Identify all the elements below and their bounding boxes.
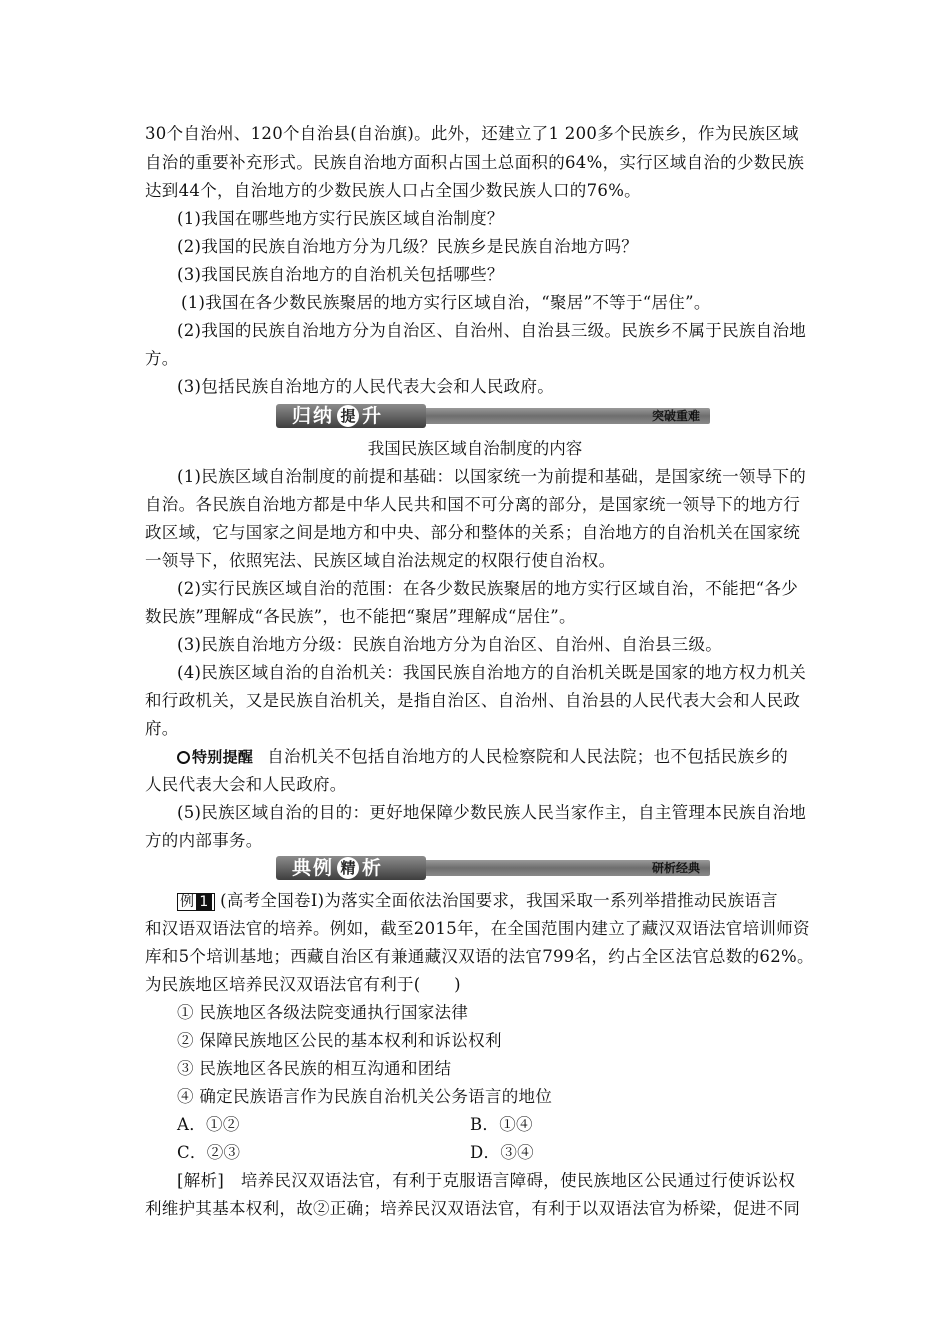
banner-label-circle: 提: [337, 405, 359, 427]
banner-label: [276, 404, 426, 428]
summary-p4-line-1: (4)民族区域自治的自治机关：我国民族自治地方的自治机关既是国家的地方权力机关: [177, 663, 807, 682]
summary-p2-line-2: 数民族”理解成“各民族”，也不能把“聚居”理解成“居住”。: [145, 607, 576, 626]
answer-1: (1)我国在各少数民族聚居的地方实行区域自治，“聚居”不等于“居住”。: [181, 293, 711, 312]
banner-right-label: 研析经典: [651, 861, 700, 875]
option-d: D．③④: [470, 1143, 534, 1162]
example-line-3: 库和5个培训基地；西藏自治区有兼通藏汉双语的法官799名，约占全区法官总数的62%。: [145, 947, 814, 966]
answer-2-line-1: (2)我国的民族自治地方分为自治区、自治州、自治县三级。民族乡不属于民族自治地: [177, 321, 807, 340]
question-1: (1)我国在哪些地方实行民族区域自治制度？: [177, 209, 504, 228]
analysis-line-2: 利维护其基本权利，故②正确；培养民汉双语法官，有利于以双语法官为桥梁，促进不同: [145, 1199, 801, 1218]
banner-label-pre: 典例: [292, 857, 335, 879]
statement-1: ① 民族地区各级法院变通执行国家法律: [177, 1003, 469, 1022]
example-tag: 例: [180, 894, 195, 910]
banner-right-label: 突破重难: [651, 409, 700, 423]
banner-label-circle: 精: [337, 857, 359, 879]
summary-p2-line-1: (2)实行民族区域自治的范围：在各少数民族聚居的地方实行区域自治，不能把“各少: [177, 579, 799, 598]
summary-p4-line-2: 和行政机关，又是民族自治机关，是指自治区、自治州、自治县的人民代表大会和人民政: [145, 691, 801, 710]
example-line-4: 为民族地区培养民汉双语法官有利于( ): [145, 975, 461, 994]
section-title: 我国民族区域自治制度的内容: [367, 439, 583, 458]
tip-label-text: 特别提醒: [192, 748, 254, 766]
statement-2: ② 保障民族地区公民的基本权利和诉讼权利: [177, 1031, 502, 1050]
intro-line-1: 30个自治州、120个自治县(自治旗)。此外，还建立了1 200多个民族乡，作为民族区域: [145, 124, 799, 143]
banner-label-post: 升: [362, 405, 384, 427]
summary-p4-line-3: 府。: [145, 719, 179, 738]
summary-p1-line-3: 政区域，它与国家之间是地方和中央、部分和整体的关系；自治地方的自治机关在国家统: [145, 523, 801, 542]
summary-p5-line-2: 方的内部事务。: [145, 831, 263, 850]
intro-line-3: 达到44个，自治地方的少数民族人口占全国少数民族人口的76%。: [145, 181, 641, 200]
question-3: (3)我国民族自治地方的自治机关包括哪些？: [177, 265, 504, 284]
example-badge: [177, 893, 215, 911]
option-b: B．①④: [470, 1115, 533, 1134]
summary-p1-line-1: (1)民族区域自治制度的前提和基础：以国家统一为前提和基础，是国家统一领导下的: [177, 467, 807, 486]
banner-label: [276, 856, 426, 880]
intro-line-2: 自治的重要补充形式。民族自治地方面积占国土总面积的64%，实行区域自治的少数民族: [145, 153, 805, 172]
example-text-1: (高考全国卷Ⅰ)为落实全面依法治国要求，我国采取一系列举措推动民族语言: [220, 891, 778, 910]
example-line-1: [177, 891, 805, 911]
question-2: (2)我国的民族自治地方分为几级？民族乡是民族自治地方吗？: [177, 237, 639, 256]
summary-p1-line-4: 一领导下，依照宪法、民族区域自治法规定的权限行使自治权。: [145, 551, 616, 570]
banner-label-post: 析: [362, 857, 384, 879]
tip-text-1: 自治机关不包括自治地方的人民检察院和人民法院；也不包括民族乡的: [267, 747, 789, 766]
statement-4: ④ 确定民族语言作为民族自治机关公务语言的地位: [177, 1087, 553, 1106]
tip-line-1: [177, 747, 805, 767]
banner-label-pre: 归纳: [292, 405, 335, 427]
option-c: C．②③: [177, 1143, 241, 1162]
summary-p5-line-1: (5)民族区域自治的目的：更好地保障少数民族人民当家作主，自主管理本民族自治地: [177, 803, 807, 822]
example-line-2: 和汉语双语法官的培养。例如，截至2015年，在全国范围内建立了藏汉双语法官培训师资: [145, 919, 810, 938]
example-number: 1: [196, 894, 211, 910]
answer-2-line-2: 方。: [145, 349, 179, 368]
tip-line-2: 人民代表大会和人民政府。: [145, 775, 347, 794]
section-banner-summary: [276, 404, 710, 428]
statement-3: ③ 民族地区各民族的相互沟通和团结: [177, 1059, 452, 1078]
summary-p3: (3)民族自治地方分级：民族自治地方分为自治区、自治州、自治县三级。: [177, 635, 723, 654]
option-a: A．①②: [177, 1115, 240, 1134]
tip-label: [177, 747, 253, 767]
summary-p1-line-2: 自治。各民族自治地方都是中华人民共和国不可分离的部分，是国家统一领导下的地方行: [145, 495, 801, 514]
section-banner-example: [276, 856, 710, 880]
analysis-line-1: [解析] 培养民汉双语法官，有利于克服语言障碍，使民族地区公民通过行使诉讼权: [177, 1171, 796, 1190]
answer-3: (3)包括民族自治地方的人民代表大会和人民政府。: [177, 377, 555, 396]
tip-icon: [177, 751, 190, 764]
